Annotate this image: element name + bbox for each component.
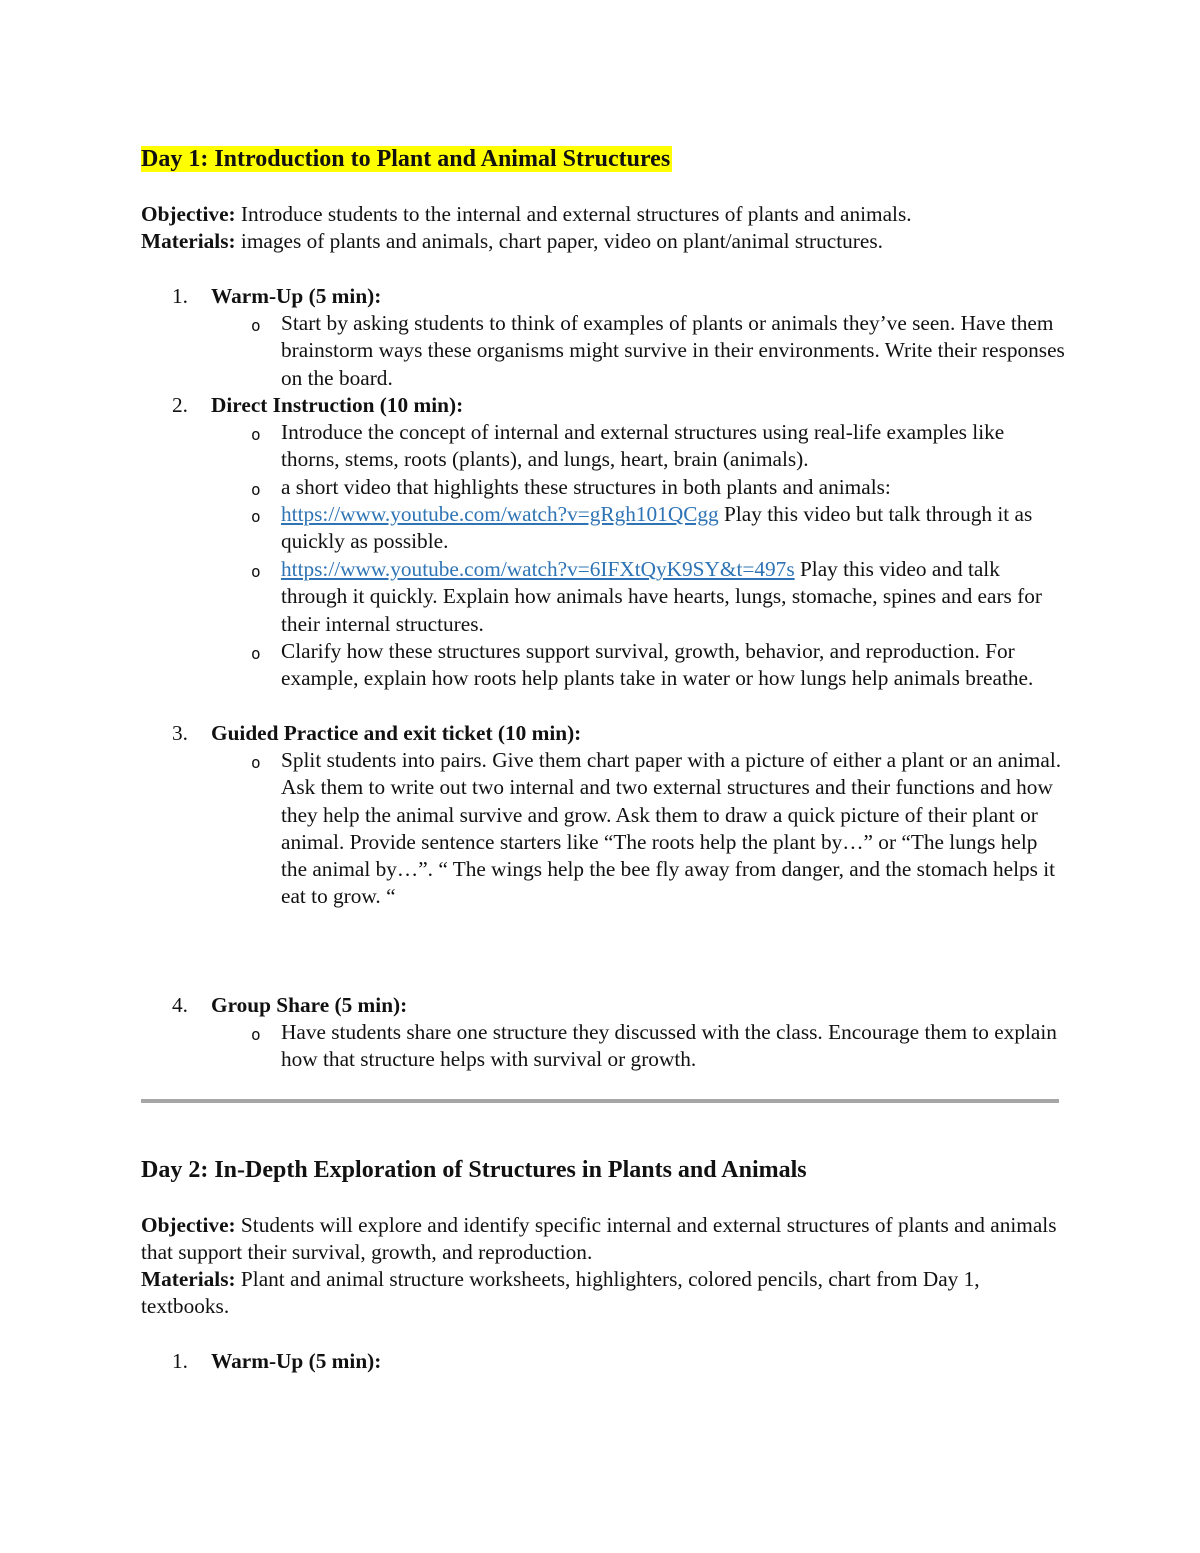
step-title-group-share: Group Share (5 min):	[211, 993, 408, 1017]
bullet-text-link2	[281, 556, 1066, 638]
bullet-text: Introduce the concept of internal and external structures using real-life examples like thorns, stems, roots (plants), and lungs, heart, brain (animals).	[281, 420, 1005, 472]
bullet-icon: o	[251, 562, 261, 581]
day1-objective-text: Introduce students to the internal and external structures of plants and animals.	[235, 202, 912, 226]
bullet-text: Have students share one structure they discussed with the class. Encourage them to explain how that structure helps with survival or growth.	[281, 1020, 1057, 1072]
link1-note: Play this video but talk through it as quickly as possible.	[281, 502, 1033, 554]
bullet-icon: o	[251, 1025, 261, 1044]
section-divider	[141, 1099, 1059, 1103]
step-number: 3.	[172, 721, 188, 745]
bullet-icon: o	[251, 753, 261, 772]
bullet-text: a short video that highlights these structures in both plants and animals:	[281, 475, 891, 499]
link2-note: Play this video and talk through it quickly. Explain how animals have hearts, lungs, stomache, spines and ears for their internal structures.	[281, 557, 1042, 636]
day2-materials	[141, 1266, 1061, 1321]
youtube-link-1[interactable]: https://www.youtube.com/watch?v=gRgh101QCgg	[281, 502, 719, 526]
bullet-icon: o	[251, 507, 261, 526]
day1-heading	[141, 144, 672, 174]
bullet-icon: o	[251, 644, 261, 663]
day1-materials	[141, 228, 1061, 255]
bullet-text-link1	[281, 501, 1066, 556]
bullet-icon: o	[251, 425, 261, 444]
step-title-warm-up: Warm-Up (5 min):	[211, 284, 382, 308]
step-number: 2.	[172, 393, 188, 417]
day1-materials-text: images of plants and animals, chart paper, video on plant/animal structures.	[235, 229, 883, 253]
step-number: 1.	[172, 1349, 188, 1373]
day2-heading: Day 2: In-Depth Exploration of Structures in Plants and Animals	[141, 1157, 807, 1183]
bullet-text: Clarify how these structures support survival, growth, behavior, and reproduction. For example, explain how roots help plants take in water or how lungs help animals breathe.	[281, 639, 1034, 691]
bullet-icon: o	[251, 480, 261, 499]
step-title-direct-instruction: Direct Instruction (10 min):	[211, 393, 464, 417]
bullet-icon: o	[251, 316, 261, 335]
youtube-link-2[interactable]: https://www.youtube.com/watch?v=6IFXtQyK9SY&t=497s	[281, 557, 795, 581]
day1-objective	[141, 201, 1061, 228]
day1-materials-label: Materials:	[141, 229, 236, 253]
day2-step-title-warm-up: Warm-Up (5 min):	[211, 1349, 382, 1373]
bullet-text: Start by asking students to think of examples of plants or animals they’ve seen. Have them brainstorm ways these organisms might survive in their environments. Write their responses on the board.	[281, 311, 1065, 390]
day2-materials-text: Plant and animal structure worksheets, highlighters, colored pencils, chart from Day 1, textbooks.	[141, 1267, 980, 1319]
day1-objective-label: Objective:	[141, 202, 236, 226]
step-number: 1.	[172, 284, 188, 308]
day2-objective-text: Students will explore and identify specific internal and external structures of plants and animals that support their survival, growth, and reproduction.	[141, 1213, 1057, 1265]
day2-materials-label: Materials:	[141, 1267, 236, 1291]
day1-heading-text: Day 1: Introduction to Plant and Animal Structures	[141, 146, 671, 172]
step-title-guided-practice: Guided Practice and exit ticket (10 min):	[211, 721, 582, 745]
day2-objective	[141, 1212, 1061, 1267]
step-number: 4.	[172, 993, 188, 1017]
bullet-text: Split students into pairs. Give them chart paper with a picture of either a plant or an animal. Ask them to write out two internal and two external structures and their functions and how they help the animal survive and grow. Ask them to draw a quick picture of their plant or animal. Provide sentence starters like “The roots help the plant by…” or “The lungs help the animal by…”. “ The wings help the bee fly away from danger, and the stomach helps it eat to grow. “	[281, 748, 1062, 909]
day2-objective-label: Objective:	[141, 1213, 236, 1237]
